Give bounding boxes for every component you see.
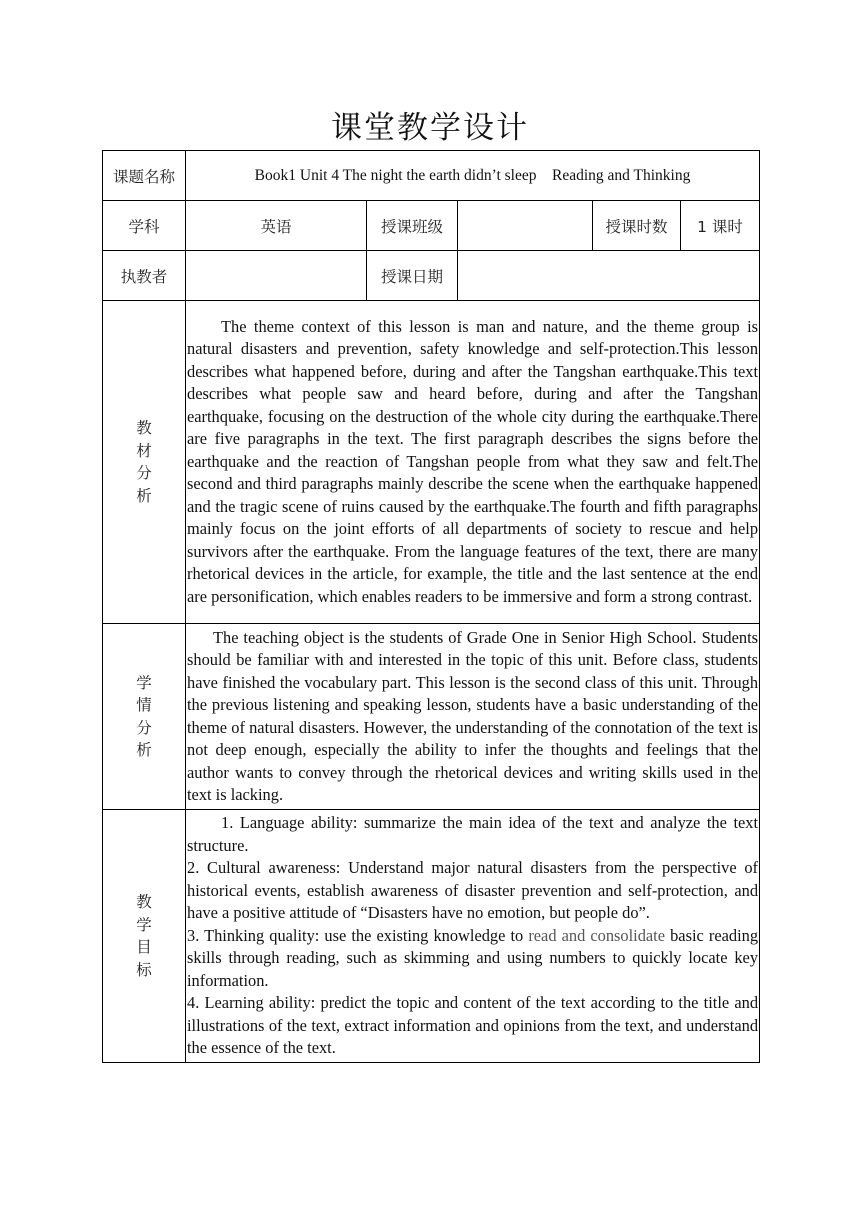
student-analysis-label: 学 情 分 析 — [103, 624, 186, 810]
topic-label: 课题名称 — [103, 151, 186, 201]
subject-label: 学科 — [103, 201, 186, 251]
student-analysis-text: The teaching object is the students of Grade One in Senior High School. Students should be familiar with and interested in the topic of this unit. Before class, students have finished the vocabulary part. This lesson is the second class of this unit. Through the previous listening and speaking lesson, students have a basic understanding of the theme of natural disasters. However, the understanding of the connotation of the text is not deep enough, especially the ability to infer the thoughts and feelings that the author wants to convey through the rhetorical devices and writing skills used in the text is lacking. — [187, 627, 759, 804]
teacher-row — [103, 251, 760, 301]
subject-row — [103, 201, 760, 251]
date-value — [458, 251, 760, 301]
teaching-goals-label: 教 学 目 标 — [103, 810, 186, 1063]
teaching-goals-row — [103, 810, 760, 1063]
material-analysis-row — [103, 301, 760, 624]
topic-row — [103, 151, 760, 201]
teacher-value — [186, 251, 367, 301]
class-value — [458, 201, 593, 251]
subject-value: 英语 — [186, 201, 367, 251]
teacher-label: 执教者 — [103, 251, 186, 301]
student-analysis-row — [103, 624, 760, 810]
page-title: 课堂教学设计 — [331, 110, 529, 146]
class-label: 授课班级 — [367, 201, 458, 251]
topic-value: Book1 Unit 4 The night the earth didn’t sleep Reading and Thinking — [186, 151, 760, 201]
student-analysis-content — [186, 624, 760, 810]
goal-language-ability: 1. Language ability: summarize the main idea of the text and analyze the text structure. — [187, 813, 759, 855]
material-analysis-text: The theme context of this lesson is man and nature, and the theme group is natural disasters and prevention, safety knowledge and self-protection.This lesson describes what happened before, during and after the Tangshan earthquake.This text describes what people saw and heard before, during and after the Tangshan earthquake, focusing on the destruction of the whole city during the earthquake.There are five paragraphs in the text. The first paragraph describes the signs before the earthquake and the reaction of Tangshan people from what they saw and felt.The second and third paragraphs mainly describe the scene when the earthquake happened and the tragic scene of ruins caused by the earthquake.The fourth and fifth paragraphs mainly focus on the joint efforts of all departments of society to rescue and help survivors after the earthquake. From the language features of the text, there are many rhetorical devices in the article, for example, the title and the last sentence at the end are personification, which enables readers to be immersive and form a strong contrast. — [187, 316, 759, 606]
hours-value: 1 课时 — [681, 201, 760, 251]
goal-learning-ability: 4. Learning ability: predict the topic and content of the text according to the title and illustrations of the text, extract information and opinions from the text, and understand the essence of the text. — [187, 993, 759, 1058]
material-analysis-content — [186, 301, 760, 624]
highlight-text: read and consolidate — [528, 925, 666, 945]
date-label: 授课日期 — [367, 251, 458, 301]
teaching-goals-content — [186, 810, 760, 1063]
material-analysis-label: 教 材 分 析 — [103, 301, 186, 624]
goal-thinking-quality: 3. Thinking quality: use the existing knowledge to read and consolidate basic reading skills through reading, such as skimming and using numbers to quickly locate key information. — [187, 925, 759, 990]
hours-label: 授课时数 — [593, 201, 681, 251]
lesson-plan-table — [102, 150, 760, 1063]
goal-cultural-awareness: 2. Cultural awareness: Understand major natural disasters from the perspective of historical events, establish awareness of disaster prevention and self-protection, and have a positive attitude of “Disasters have no emotion, but people do”. — [187, 858, 759, 923]
